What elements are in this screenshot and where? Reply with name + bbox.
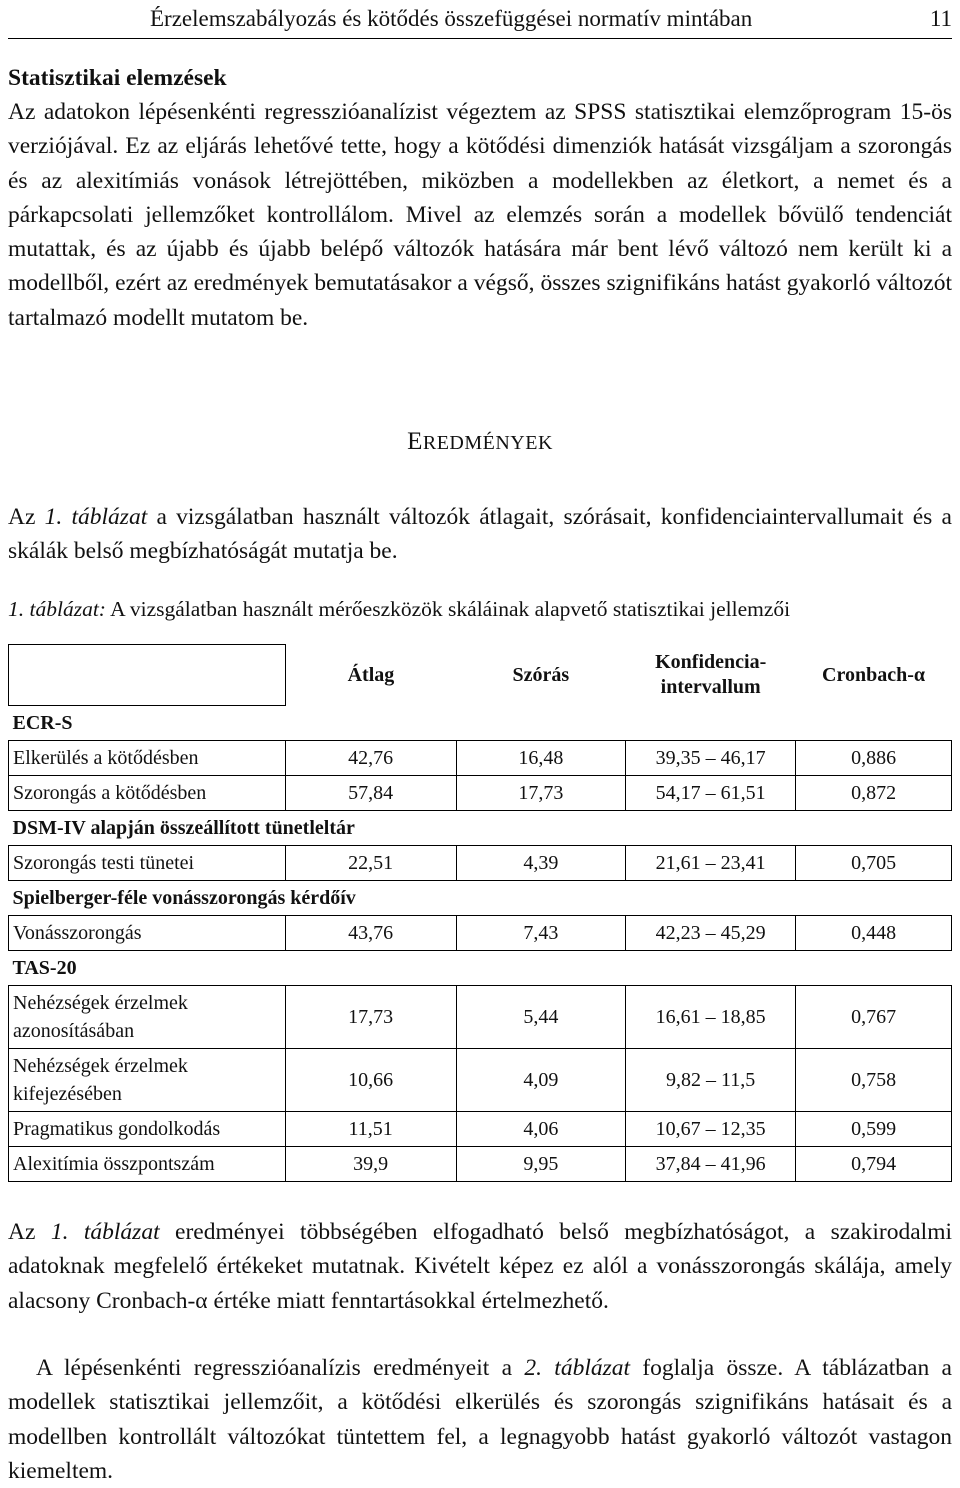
group-label-tas: TAS-20 [12,956,77,979]
cell-mean: 11,51 [285,1112,456,1147]
discussion-paragraph-2 [8,1351,952,1488]
disc2-pre: A lépésenkénti regresszióanalízis eredményeit a [36,1355,525,1381]
row-label: Pragmatikus gondolkodás [9,1112,286,1147]
table-row [9,846,952,881]
cell-alpha: 0,872 [796,776,952,811]
group-row-ecr [9,706,952,741]
cell-alpha: 0,705 [796,846,952,881]
table-row [9,1147,952,1182]
row-label: Elkerülés a kötődésben [9,741,286,776]
cell-ci: 16,61 – 18,85 [626,986,796,1049]
cell-sd: 4,39 [456,846,626,881]
cell-ci: 37,84 – 41,96 [626,1147,796,1182]
cell-sd: 7,43 [456,916,626,951]
table-caption-text: A vizsgálatban használt mérőeszközök skáláinak alapvető statisztikai jellemzői [105,597,791,621]
results-intro-pre: Az [8,504,45,530]
cell-alpha: 0,886 [796,741,952,776]
disc2-post: foglalja össze. A táblázatban a modellek statisztikai jellemzőit, a kötődési elkerülés és szorongás szignifikáns hatásait és a modellben kontrollált változókat tüntettem fel, a legnagyobb hatást gyakorló változót vastagon kiemeltem. [8,1355,952,1484]
cell-sd: 4,09 [456,1049,626,1112]
cell-sd: 16,48 [456,741,626,776]
row-label-text: Nehézségek érzelmek kifejezésében [13,1055,188,1105]
group-row-spielberger [9,881,952,916]
cell-mean: 10,66 [285,1049,456,1112]
col-header-ci [626,645,796,706]
row-label: Alexitímia összpontszám [9,1147,286,1182]
table-caption-label: 1. táblázat: [8,597,106,621]
disc1-pre: Az [8,1219,51,1245]
discussion-paragraph-1 [8,1215,952,1318]
cell-mean: 39,9 [285,1147,456,1182]
results-title-rest: REDMÉNYEK [422,432,553,454]
cell-mean: 42,76 [285,741,456,776]
cell-sd: 9,95 [456,1147,626,1182]
col-header-sd: Szórás [512,663,570,686]
table-header-row [9,645,952,706]
cell-mean: 22,51 [285,846,456,881]
table-row [9,1049,952,1112]
row-label: Szorongás testi tünetei [9,846,286,881]
running-header [8,0,952,39]
col-header-alpha: Cronbach-α [822,663,926,686]
cell-ci: 21,61 – 23,41 [626,846,796,881]
cell-sd: 5,44 [456,986,626,1049]
table-row [9,776,952,811]
table-row [9,1112,952,1147]
stats-table [8,644,952,1182]
col-header-mean: Átlag [347,663,395,686]
results-intro [8,500,952,569]
running-title: Érzelemszabályozás és kötődés összefüggései normatív mintában [150,6,753,31]
results-title [0,428,960,456]
group-label-dsm: DSM-IV alapján összeállított tünetleltár [12,816,355,839]
group-label-ecr: ECR-S [12,711,73,734]
cell-alpha: 0,767 [796,986,952,1049]
cell-alpha: 0,758 [796,1049,952,1112]
row-label [9,986,286,1049]
group-row-tas [9,951,952,986]
group-label-spielberger: Spielberger-féle vonásszorongás kérdőív [12,886,356,909]
disc1-post: eredményei többségében elfogadható belső megbízhatóságot, a szakirodalmi adatoknak megfelelő értékeket mutatnak. Kivételt képez ez alól a vonásszorongás skálája, amely alacsony Cronbach-α értéke miatt fenntartásokkal értelmezhető. [8,1219,953,1314]
results-intro-post: a vizsgálatban használt változók átlagait, szórásait, konfidenciaintervallumait és a skálák belső megbízhatóságát mutatja be. [8,504,952,565]
results-title-first: E [407,428,423,455]
group-row-dsm [9,811,952,846]
cell-alpha: 0,794 [796,1147,952,1182]
cell-ci: 10,67 – 12,35 [626,1112,796,1147]
methods-heading: Statisztikai elemzések [8,65,227,91]
cell-ci: 9,82 – 11,5 [626,1049,796,1112]
row-label-text: Nehézségek érzelmek azonosításában [13,992,188,1042]
cell-alpha: 0,599 [796,1112,952,1147]
table-row [9,986,952,1049]
cell-ci: 42,23 – 45,29 [626,916,796,951]
row-label: Szorongás a kötődésben [9,776,286,811]
page-number: 11 [929,6,952,31]
col-header-ci-label: Konfidencia-intervallum [655,651,767,698]
row-label: Vonásszorongás [9,916,286,951]
cell-ci: 39,35 – 46,17 [626,741,796,776]
disc1-ref[interactable]: 1. táblázat [50,1219,160,1245]
disc2-ref[interactable]: 2. táblázat [524,1355,631,1381]
methods-paragraph: Az adatokon lépésenkénti regresszióanalízist végeztem az SPSS statisztikai elemzőprogram 15-ös verziójával. Ez az eljárás lehetővé tette, hogy a kötődési dimenziók hatását vizsgáljam a szorongás és az alexitímiás vonások létrejöttében, miközben a modellekben az életkort, a nemet és a párkapcsolati jellemzőket kontrollálom. Mivel az elemzés során a modellek bővülő tendenciát mutattak, és az újabb és újabb belépő változók hatására már bent lévő változó nem került ki a modellből, ezért az eredmények bemutatásakor a végső, összes szignifikáns hatást gyakorló változót tartalmazó modellt mutatom be. [8,99,952,331]
cell-mean: 17,73 [285,986,456,1049]
table-row [9,741,952,776]
header-empty-cell [9,645,286,706]
cell-ci: 54,17 – 61,51 [626,776,796,811]
cell-mean: 43,76 [285,916,456,951]
table-caption [8,597,790,622]
cell-sd: 4,06 [456,1112,626,1147]
table-row [9,916,952,951]
results-intro-ref[interactable]: 1. táblázat [44,504,148,530]
cell-mean: 57,84 [285,776,456,811]
cell-alpha: 0,448 [796,916,952,951]
row-label [9,1049,286,1112]
cell-sd: 17,73 [456,776,626,811]
